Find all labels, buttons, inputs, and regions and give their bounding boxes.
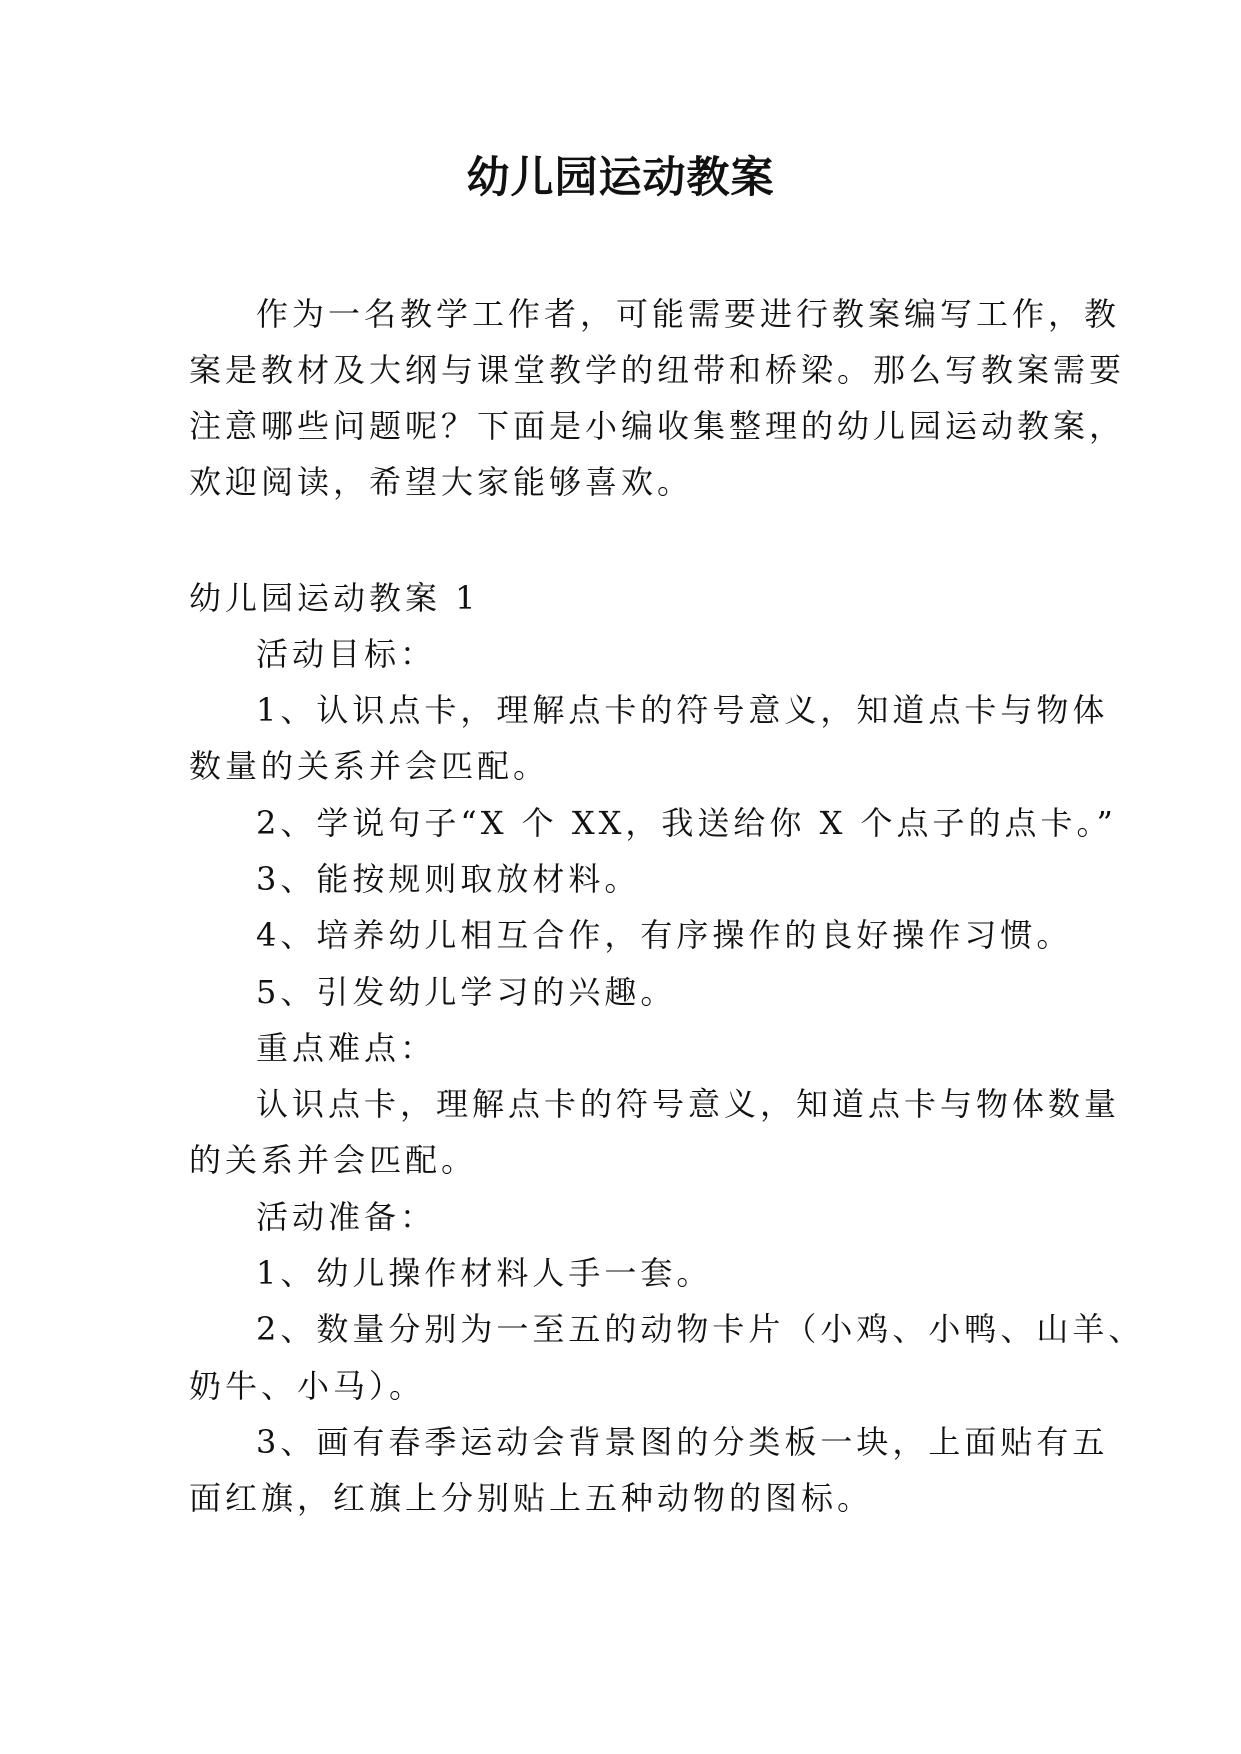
intro-line: 作为一名教学工作者，可能需要进行教案编写工作，教: [256, 295, 1121, 333]
body-line: 认识点卡，理解点卡的符号意义，知道点卡与物体数量: [256, 1085, 1121, 1123]
body-line: 活动准备：: [256, 1198, 437, 1236]
body-line: 3、能按规则取放材料。: [256, 860, 641, 898]
intro-line: 欢迎阅读，希望大家能够喜欢。: [189, 463, 694, 501]
body-line: 1、认识点卡，理解点卡的符号意义，知道点卡与物体: [256, 691, 1109, 729]
intro-line: 案是教材及大纲与课堂教学的纽带和桥梁。那么写教案需要: [189, 351, 1126, 389]
body-line: 1、幼儿操作材料人手一套。: [256, 1254, 713, 1292]
body-line: 面红旗，红旗上分别贴上五种动物的图标。: [189, 1479, 874, 1517]
body-line: 活动目标：: [256, 635, 437, 673]
body-line: 3、画有春季运动会背景图的分类板一块，上面贴有五: [256, 1423, 1109, 1461]
section-heading: 幼儿园运动教案 1: [189, 579, 480, 617]
body-line: 奶牛、小马）。: [189, 1367, 426, 1405]
body-line: 重点难点：: [256, 1029, 437, 1067]
body-line: 2、数量分别为一至五的动物卡片（小鸡、小鸭、山羊、: [256, 1310, 1145, 1348]
body-line: 4、培养幼儿相互合作，有序操作的良好操作习惯。: [256, 916, 1073, 954]
body-line: 数量的关系并会匹配。: [189, 747, 550, 785]
document-title: 幼儿园运动教案: [466, 153, 775, 203]
intro-line: 注意哪些问题呢？下面是小编收集整理的幼儿园运动教案，: [189, 407, 1126, 445]
body-line: 5、引发幼儿学习的兴趣。: [256, 973, 677, 1011]
body-line: 2、学说句子“X 个 XX，我送给你 X 个点子的点卡。”: [256, 804, 1117, 842]
body-line: 的关系并会匹配。: [189, 1141, 478, 1179]
